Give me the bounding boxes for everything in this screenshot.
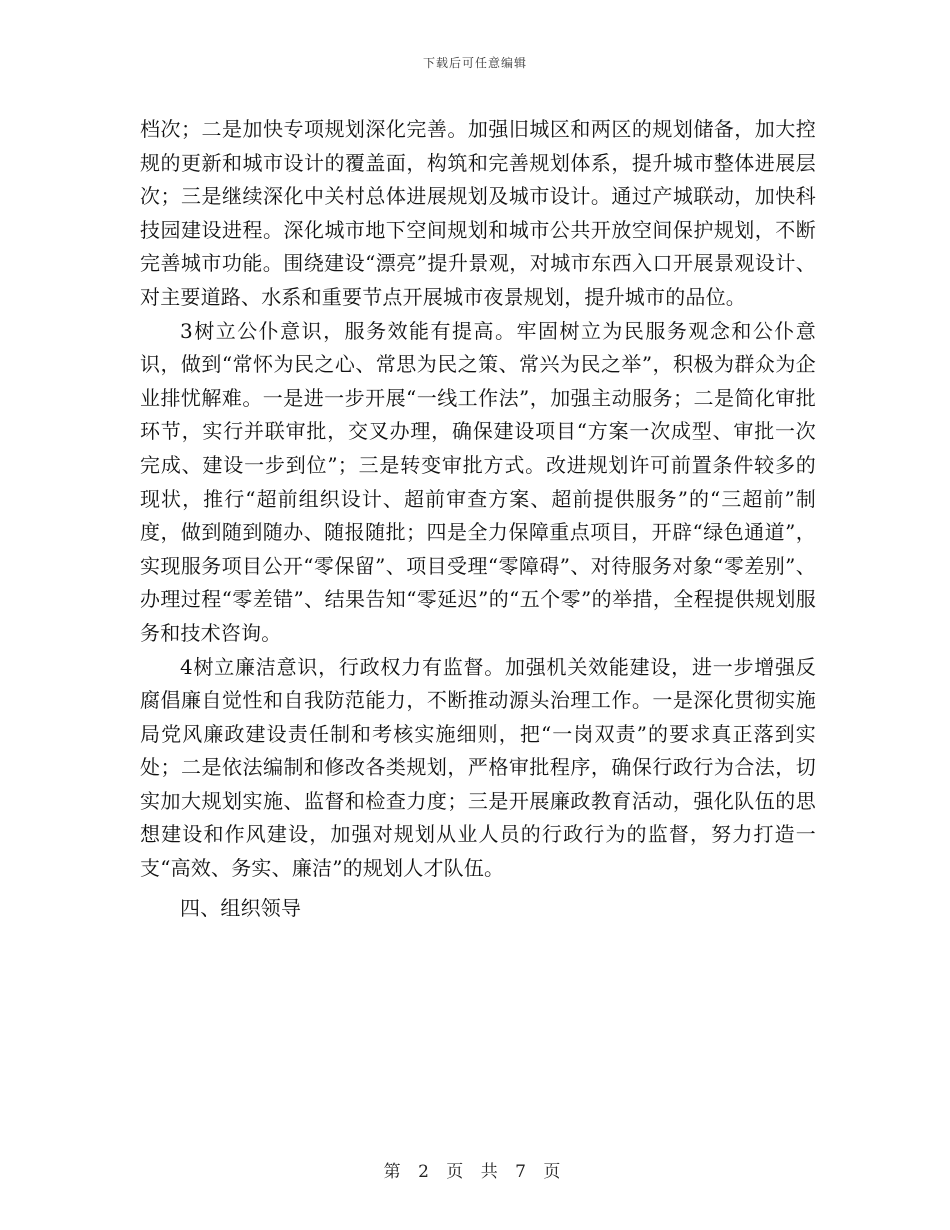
paragraph-continuation: 档次；二是加快专项规划深化完善。加强旧城区和两区的规划储备，加大控规的更新和城市设计的覆盖面，构筑和完善规划体系，提升城市整体进展层次；三是继续深化中关村总体进展规划及城市设计。通过产城联动，加快科技园建设进程。深化城市地下空间规划和城市公共开放空间保护规划，不断完善城市功能。围绕建设“漂亮”提升景观，对城市东西入口开展景观设计、对主要道路、水系和重要节点开展城市夜景规划，提升城市的品位。: [140, 117, 816, 309]
section-heading-organization: 四、组织领导: [180, 895, 302, 920]
paragraph-integrity: 4树立廉洁意识，行政权力有监督。加强机关效能建设，进一步增强反腐倡廉自觉性和自我防范能力，不断推动源头治理工作。一是深化贯彻实施局党风廉政建设责任制和考核实施细则，把“一岗双责”的要求真正落到实处；二是依法编制和修改各类规划，严格审批程序，确保行政行为合法，切实加大规划实施、监督和检查力度；三是开展廉政教育活动，强化队伍的思想建设和作风建设，加强对规划从业人员的行政行为的监督，努力打造一支“高效、务实、廉洁”的规划人才队伍。: [140, 654, 816, 881]
page-number-footer: 第 2 页 共 7 页: [383, 1162, 567, 1182]
document-body: [140, 113, 816, 925]
header-note: 下载后可任意编辑: [422, 56, 527, 70]
paragraph-public-service: 3树立公仆意识，服务效能有提高。牢固树立为民服务观念和公仆意识，做到“常怀为民之心、常思为民之策、常兴为民之举”，积极为群众为企业排忧解难。一是进一步开展“一线工作法”，加强主动服务；二是简化审批环节，实行并联审批，交叉办理，确保建设项目“方案一次成型、审批一次完成、建设一步到位”；三是转变审批方式。改进规划许可前置条件较多的现状，推行“超前组织设计、超前审查方案、超前提供服务”的“三超前”制度，做到随到随办、随报随批；四是全力保障重点项目，开辟“绿色通道”，实现服务项目公开“零保留”、项目受理“零障碍”、对待服务对象“零差别”、办理过程“零差错”、结果告知“零延迟”的“五个零”的举措，全程提供规划服务和技术咨询。: [140, 318, 816, 645]
